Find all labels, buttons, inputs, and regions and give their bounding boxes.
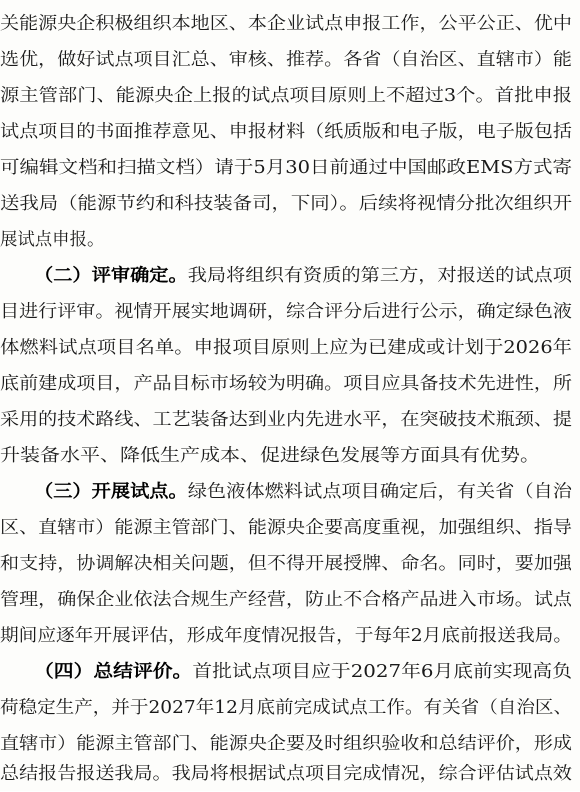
line-text: 送我局（能源节约和科技装备司，下同）。后续将视情分批次组织开 (0, 194, 572, 214)
text-line (0, 294, 580, 330)
text-line (0, 438, 580, 474)
line-text: 体燃料试点项目名单。申报项目原则上应为已建成或计划于2026年 (0, 338, 572, 358)
line-text: 关能源央企积极组织本地区、本企业试点申报工作，公平公正、优中 (0, 14, 572, 34)
text-line (0, 618, 580, 654)
line-text: 期间应逐年开展评估，形成年度情况报告，于每年2月底前报送我局。 (0, 626, 572, 646)
section-heading: （四）总结评价。 (34, 662, 193, 682)
line-text: 目进行评审。视情开展实地调研，综合评分后进行公示，确定绿色液 (0, 302, 572, 322)
section-heading: （二）评审确定。 (34, 266, 188, 286)
text-line (0, 510, 580, 546)
section-heading: （三）开展试点。 (34, 482, 188, 502)
line-text: 展试点申报。 (0, 230, 105, 250)
line-text: 荷稳定生产，并于2027年12月底前完成试点工作。有关省（自治区、 (0, 698, 572, 718)
text-line (0, 78, 580, 114)
text-line (0, 756, 580, 792)
text-line (0, 402, 580, 438)
line-text: 选优，做好试点项目汇总、审核、推荐。各省（自治区、直辖市）能 (0, 50, 572, 70)
line-text: 采用的技术路线、工艺装备达到业内先进水平，在突破技术瓶颈、提 (0, 410, 572, 430)
text-line (0, 114, 580, 150)
text-line (0, 6, 580, 42)
line-text: 底前建成项目，产品目标市场较为明确。项目应具备技术先进性，所 (0, 374, 572, 394)
line-text: 升装备水平、降低生产成本、促进绿色发展等方面具有优势。 (0, 446, 540, 466)
text-line (0, 546, 580, 582)
line-text: 绿色液体燃料试点项目确定后，有关省（自治 (187, 482, 572, 502)
text-line (0, 222, 580, 258)
text-line (0, 150, 580, 186)
paragraph-start-line (0, 258, 580, 294)
text-line (0, 582, 580, 618)
text-line (0, 330, 580, 366)
text-line (0, 366, 580, 402)
text-line (0, 42, 580, 78)
paragraph-start-line (0, 654, 580, 690)
line-text: 我局将组织有资质的第三方，对报送的试点项 (187, 266, 572, 286)
line-text: 区、直辖市）能源主管部门、能源央企要高度重视，加强组织、指导 (0, 518, 572, 538)
line-text: 管理，确保企业依法合规生产经营，防止不合格产品进入市场。试点 (0, 590, 572, 610)
text-line (0, 186, 580, 222)
line-text: 可编辑文档和扫描文档）请于5月30日前通过中国邮政EMS方式寄 (0, 158, 572, 178)
line-text: 直辖市）能源主管部门、能源央企要及时组织验收和总结评价，形成 (0, 734, 572, 754)
paragraph-start-line (0, 474, 580, 510)
line-text: 首批试点项目应于2027年6月底前实现高负 (192, 662, 572, 682)
line-text: 源主管部门、能源央企上报的试点项目原则上不超过3个。首批申报 (0, 86, 572, 106)
line-text: 总结报告报送我局。我局将根据试点项目完成情况，综合评估试点效 (0, 764, 572, 784)
text-line (0, 690, 580, 726)
line-text: 试点项目的书面推荐意见、申报材料（纸质版和电子版，电子版包括 (0, 122, 572, 142)
line-text: 和支持，协调解决相关问题，但不得开展授牌、命名。同时，要加强 (0, 554, 572, 574)
